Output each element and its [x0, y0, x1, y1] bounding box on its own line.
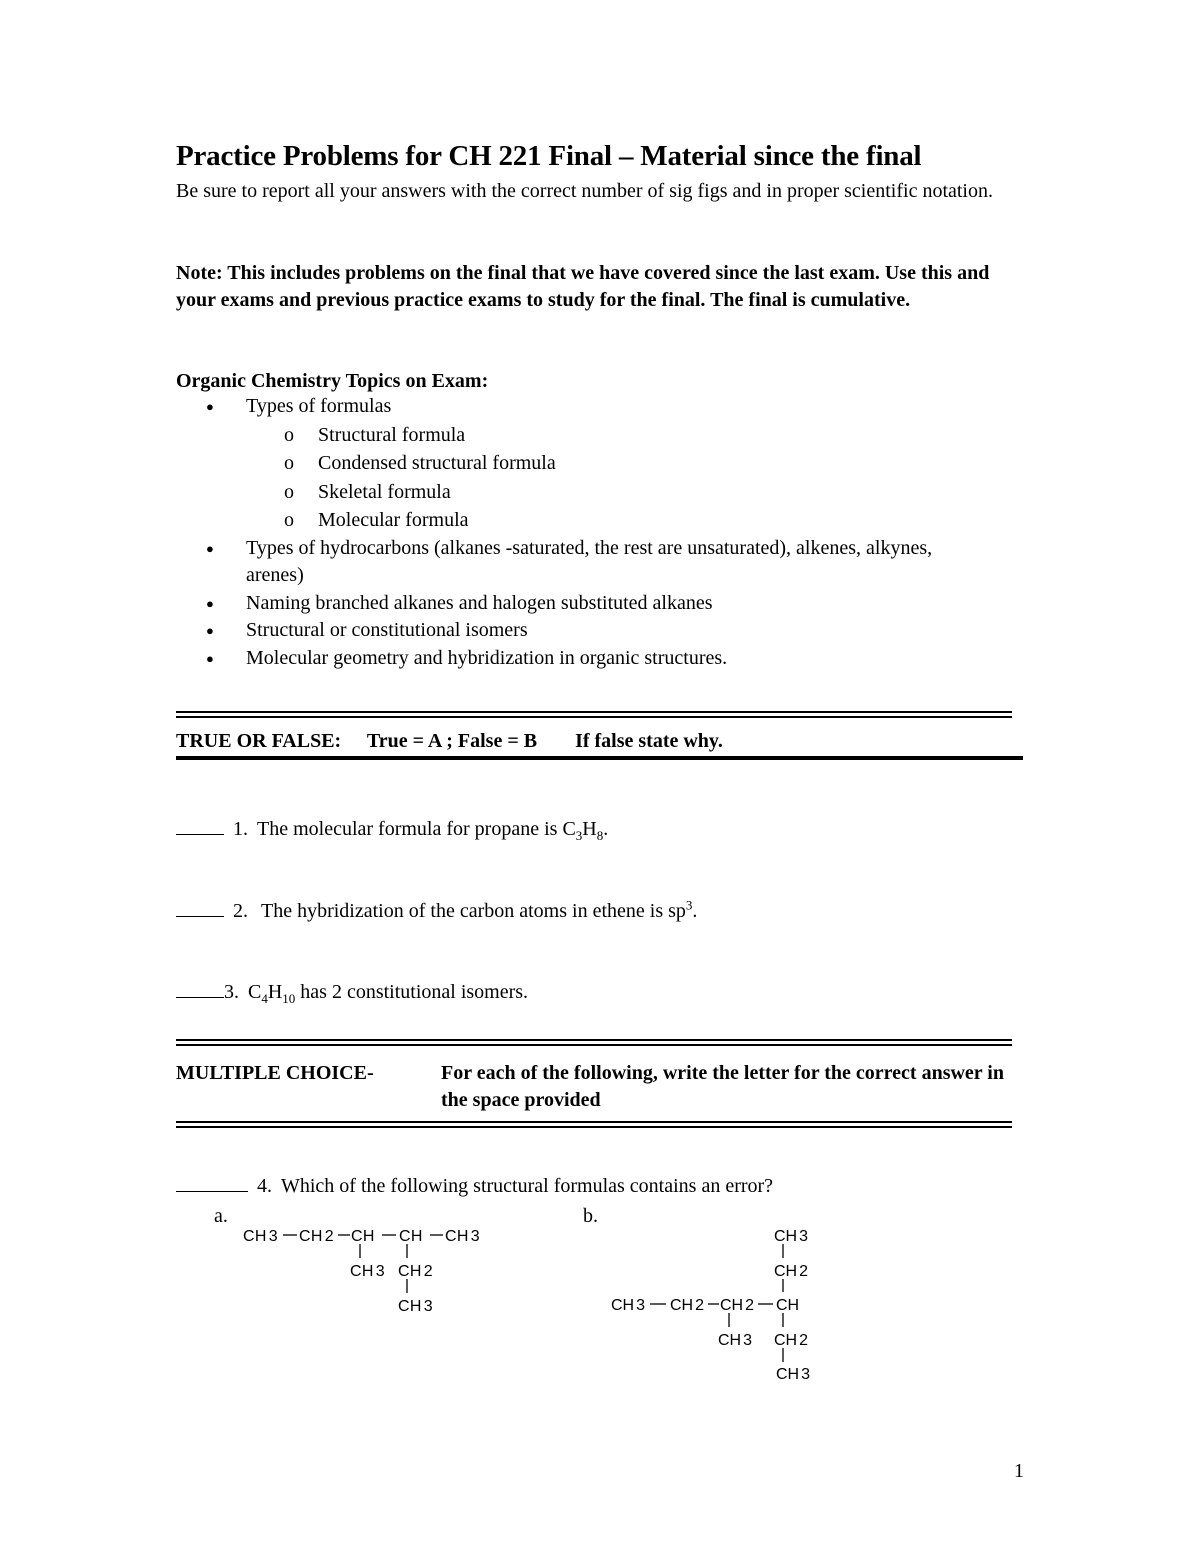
element-symbol: H — [582, 818, 597, 840]
question-text: has 2 constitutional isomers. — [295, 981, 529, 1003]
svg-text:CH2: CH 2 — [670, 1297, 705, 1314]
svg-text:CH3: CH 3 — [243, 1228, 278, 1245]
intro-text: Be sure to report all your answers with the correct number of sig figs and in proper scientific notation. — [176, 180, 993, 202]
svg-text:CH3: CH 3 — [350, 1263, 385, 1280]
formula-types-list — [246, 421, 1006, 535]
tf-header-label: TRUE OR FALSE: — [176, 730, 342, 752]
superscript: 3 — [685, 897, 693, 913]
list-item: ● Types of hydrocarbons (alkanes -saturated, the rest are unsaturated), alkenes, alkynes, arenes) — [176, 535, 1006, 590]
subscript: 10 — [282, 991, 296, 1006]
divider — [176, 756, 1023, 760]
svg-text:CH2: CH 2 — [774, 1332, 809, 1349]
svg-text:CH: CH — [351, 1228, 375, 1245]
question-3 — [176, 979, 528, 1004]
divider — [176, 711, 1012, 713]
list-item: o Molecular formula — [246, 506, 1006, 535]
svg-text:CH3: CH 3 — [398, 1298, 433, 1315]
mc-header-label: MULTIPLE CHOICE- — [176, 1062, 374, 1084]
svg-text:CH3: CH 3 — [611, 1297, 646, 1314]
option-b-label: b. — [583, 1205, 598, 1227]
list-item: ● Naming branched alkanes and halogen substituted alkanes — [176, 590, 1006, 618]
divider — [176, 1121, 1012, 1123]
subscript: 3 — [575, 828, 583, 843]
page-number: 1 — [1014, 1460, 1024, 1482]
svg-text:CH2: CH 2 — [299, 1228, 334, 1245]
topic-label: Types of formulas — [246, 395, 392, 417]
svg-text:CH: CH — [399, 1228, 423, 1245]
question-number: 4. — [257, 1175, 272, 1197]
punctuation: . — [603, 818, 609, 840]
svg-text:CH3: CH 3 — [718, 1332, 753, 1349]
punctuation: . — [692, 900, 698, 922]
topics-heading: Organic Chemistry Topics on Exam: — [176, 370, 489, 392]
question-number: 2. — [233, 900, 248, 922]
list-item: o Skeletal formula — [246, 478, 1006, 507]
question-2 — [176, 898, 697, 923]
svg-text:CH3: CH 3 — [776, 1366, 811, 1383]
divider — [176, 1126, 1012, 1128]
element-symbol: C — [248, 981, 262, 1003]
answer-blank[interactable] — [176, 898, 224, 917]
topics-list — [176, 393, 1006, 672]
svg-text:CH2: CH 2 — [720, 1297, 755, 1314]
answer-blank[interactable] — [176, 1173, 248, 1192]
structure-b-diagram — [608, 1222, 838, 1392]
svg-text:CH3: CH 3 — [774, 1228, 809, 1245]
svg-text:CH3: CH 3 — [445, 1228, 480, 1245]
list-item: o Condensed structural formula — [246, 449, 1006, 478]
question-text: Which of the following structural formulas contains an error? — [281, 1175, 774, 1197]
tf-header-instruction: If false state why. — [575, 730, 723, 752]
question-1 — [176, 816, 608, 841]
list-item: ● Structural or constitutional isomers — [176, 617, 1006, 645]
divider — [176, 1044, 1012, 1046]
subscript: 8 — [596, 828, 604, 843]
question-text: The hybridization of the carbon atoms in ethene is sp — [261, 900, 686, 922]
list-item: o Structural formula — [246, 421, 1006, 450]
tf-header — [176, 728, 723, 755]
question-4 — [176, 1173, 773, 1198]
question-number: 3. — [224, 981, 239, 1003]
option-a-label: a. — [214, 1205, 228, 1227]
element-symbol: H — [267, 981, 283, 1003]
tf-header-key: True = A ; False = B — [366, 730, 538, 752]
note-text: Note: This includes problems on the final that we have covered since the last exam. Use this and your exams and previous practice exams to study for the final. The final is cumulative. — [176, 262, 990, 311]
answer-blank[interactable] — [176, 816, 224, 835]
answer-blank[interactable] — [176, 979, 224, 998]
question-text: The molecular formula for propane is C — [257, 818, 576, 840]
subscript: 4 — [261, 991, 268, 1006]
divider — [176, 716, 1012, 718]
divider — [176, 1039, 1012, 1041]
mc-header-instructions: For each of the following, write the letter for the correct answer in the space provided — [441, 1062, 1004, 1111]
svg-text:CH: CH — [776, 1297, 800, 1314]
list-item — [176, 393, 1006, 535]
page-title: Practice Problems for CH 221 Final – Material since the final — [176, 140, 922, 172]
list-item: ● Molecular geometry and hybridization in organic structures. — [176, 645, 1006, 673]
structure-a-diagram — [240, 1222, 500, 1322]
question-number: 1. — [233, 818, 248, 840]
svg-text:CH2: CH 2 — [774, 1263, 809, 1280]
svg-text:CH2: CH 2 — [398, 1263, 433, 1280]
